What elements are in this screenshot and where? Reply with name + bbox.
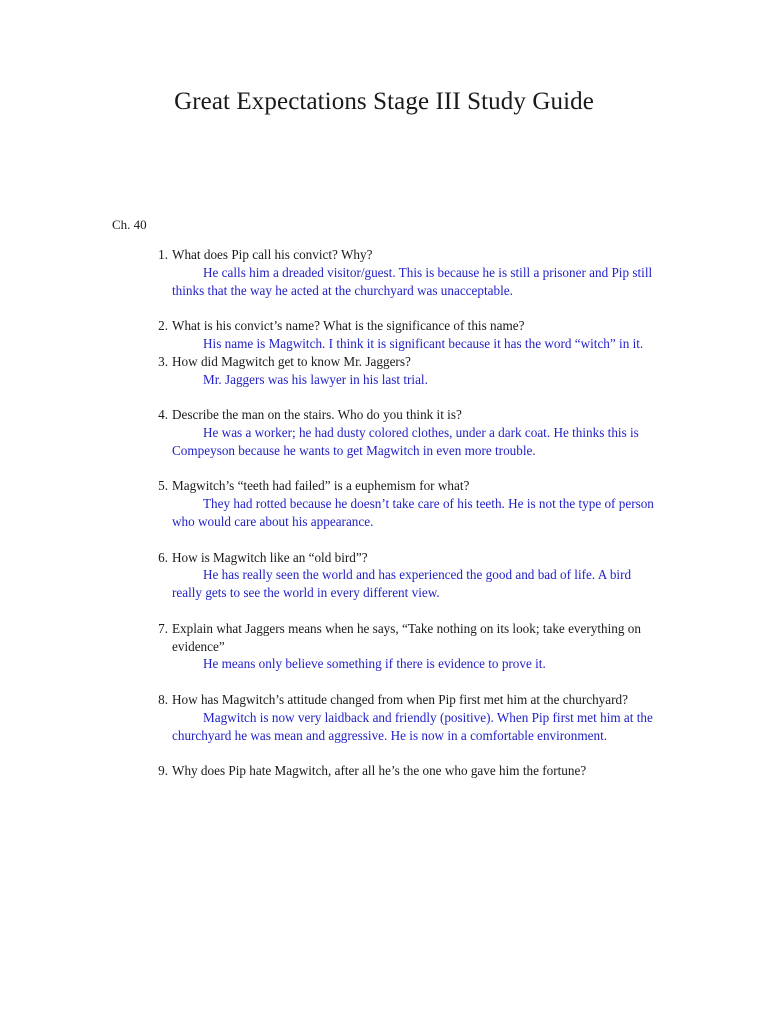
question-number: 9. [158,763,168,779]
answer-text: Mr. Jaggers was his lawyer in his last trial. [203,371,428,387]
question-text: Describe the man on the stairs. Who do you think it is? [172,407,462,423]
question-item [158,620,662,673]
question-text: Why does Pip hate Magwitch, after all he’s the one who gave him the fortune? [172,763,587,779]
question-number: 3. [158,353,168,369]
question-text: How is Magwitch like an “old bird”? [172,549,368,565]
answer-text: He was a worker; he had dusty colored clothes, under a dark coat. He thinks this is Compeyson because he wants to get Magwitch in even more trouble. [172,424,639,458]
question-number: 5. [158,478,168,494]
question-number: 6. [158,549,168,565]
question-item [158,762,662,780]
question-number: 1. [158,247,168,262]
answer-text: He means only believe something if there is evidence to prove it. [203,656,546,672]
answer-text: His name is Magwitch. I think it is significant because it has the word “witch” in it. [203,335,644,351]
question-item [158,549,662,602]
question-item [158,691,662,744]
question-text: Explain what Jaggers means when he says, “Take nothing on its look; take everything on evidence” [172,620,641,654]
question-item [158,406,662,459]
answer-text: They had rotted because he doesn’t take care of his teeth. He is not the type of person who would care about his appearance. [172,496,654,529]
question-text: What does Pip call his convict? Why? [172,247,373,262]
question-text: What is his convict’s name? What is the significance of this name? [172,318,525,334]
question-list [0,246,768,780]
question-number: 8. [158,691,168,707]
question-text: How did Magwitch get to know Mr. Jaggers? [172,353,411,369]
question-text: How has Magwitch’s attitude changed from when Pip first met him at the churchyard? [172,691,628,707]
answer-text: Magwitch is now very laidback and friendly (positive). When Pip first met him at the churchyard he was mean and aggressive. He is now in a comfortable environment. [172,709,653,743]
question-item [158,477,662,530]
question-item [158,317,662,353]
answer-text: He has really seen the world and has experienced the good and bad of life. A bird really gets to see the world in every different view. [172,567,632,601]
question-text: Magwitch’s “teeth had failed” is a euphemism for what? [172,478,470,494]
question-item [158,246,662,299]
question-number: 4. [158,407,168,423]
question-number: 2. [158,318,168,334]
chapter-heading: Ch. 40 [112,217,147,232]
question-item [158,353,662,389]
document-title: Great Expectations Stage III Study Guide [174,88,594,115]
question-number: 7. [158,620,168,636]
answer-text: He calls him a dreaded visitor/guest. This is because he is still a prisoner and Pip still thinks that the way he acted at the churchyard was unacceptable. [172,264,653,298]
